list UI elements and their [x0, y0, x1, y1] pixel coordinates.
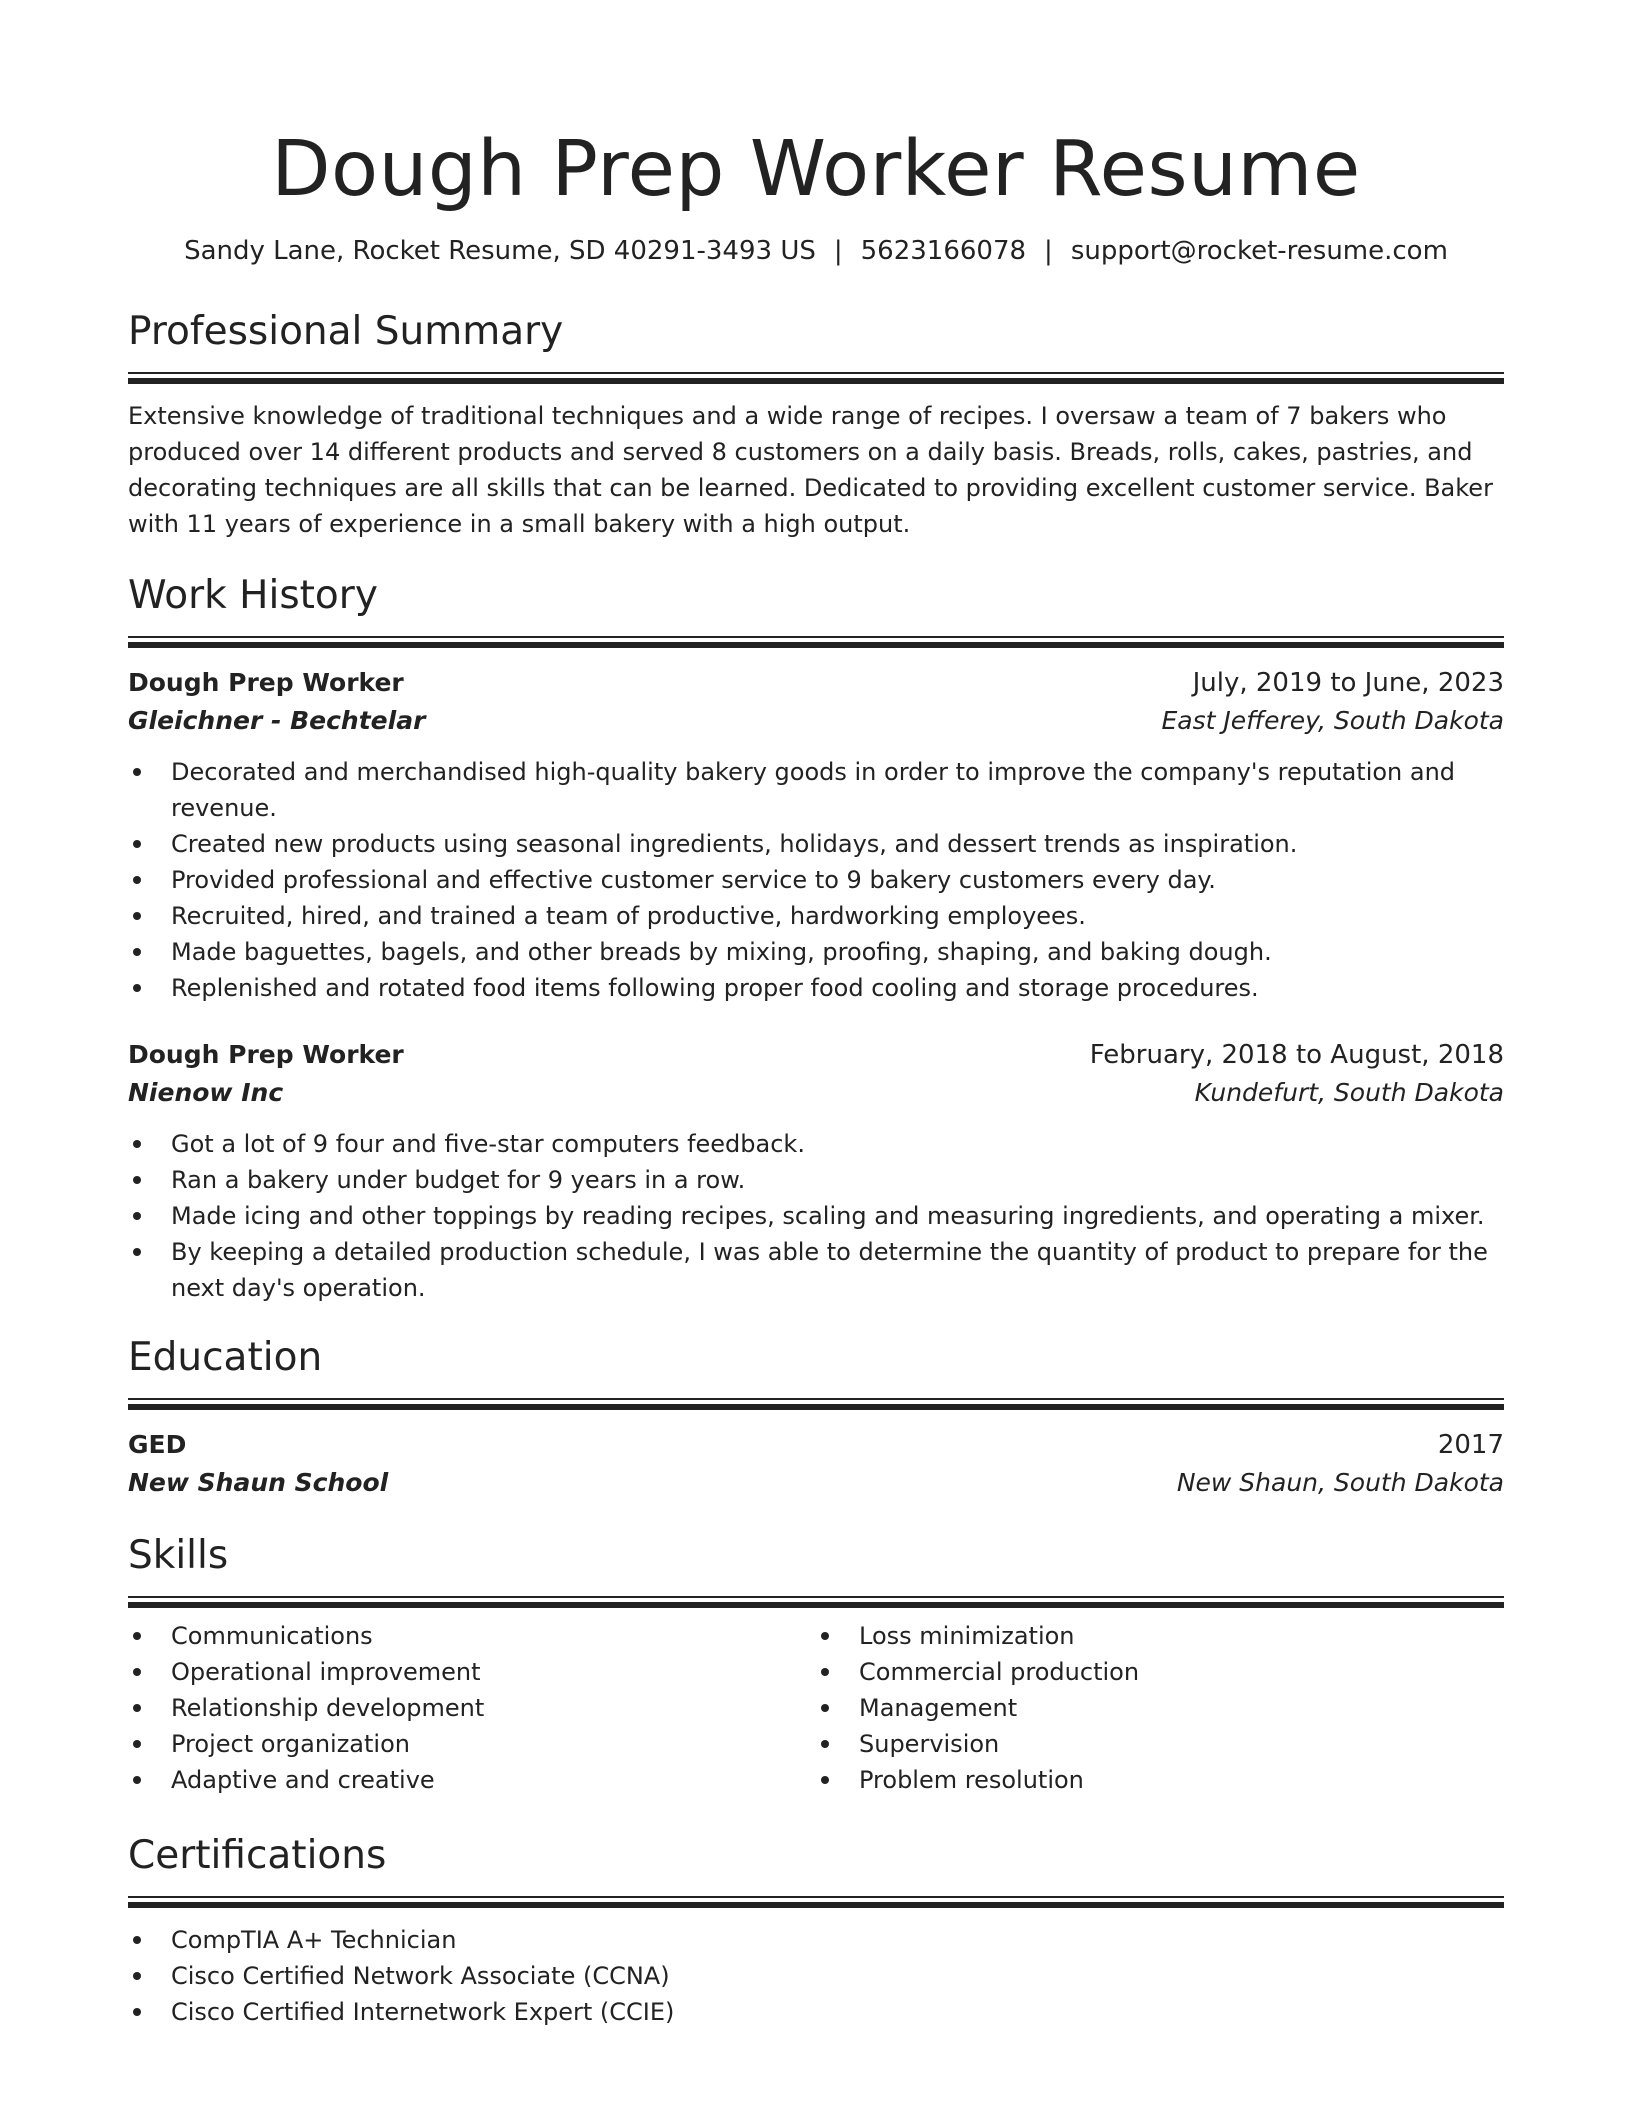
contact-phone: 5623166078 [860, 236, 1027, 266]
job-bullet: Ran a bakery under budget for 9 years in a row. [171, 1162, 1504, 1198]
skills-grid [128, 1618, 1504, 1798]
summary-heading: Professional Summary [128, 309, 564, 354]
education-school: New Shaun School [128, 1468, 389, 1497]
skill-item: Supervision [859, 1726, 1504, 1762]
contact-line [128, 234, 1504, 268]
education-degree: GED [128, 1430, 187, 1459]
work-history-heading: Work History [128, 573, 378, 618]
job-bullets [128, 1126, 1504, 1306]
skills-left-column [128, 1618, 816, 1798]
skill-item: Adaptive and creative [171, 1762, 816, 1798]
job-location: East Jefferey, South Dakota [1161, 706, 1504, 735]
contact-separator: | [833, 236, 843, 266]
job-title: Dough Prep Worker [128, 668, 404, 697]
job-dates: February, 2018 to August, 2018 [1089, 1040, 1504, 1070]
skill-item: Management [859, 1690, 1504, 1726]
education-location: New Shaun, South Dakota [1176, 1468, 1504, 1497]
certification-item: Cisco Certified Internetwork Expert (CCIE) [171, 1994, 1504, 2030]
job-company: Nienow Inc [128, 1078, 284, 1107]
education-header-row [128, 1426, 1504, 1464]
certification-item: CompTIA A+ Technician [171, 1922, 1504, 1958]
job-bullet: Recruited, hired, and trained a team of productive, hardworking employees. [171, 898, 1504, 934]
summary-section [128, 308, 1504, 542]
job-bullet: Got a lot of 9 four and five-star computers feedback. [171, 1126, 1504, 1162]
job-header-row [128, 1036, 1504, 1074]
job-dates: July, 2019 to June, 2023 [1192, 668, 1504, 698]
education-year: 2017 [1437, 1430, 1504, 1460]
job-bullets [128, 754, 1504, 1006]
job-bullet: Decorated and merchandised high-quality bakery goods in order to improve the company's reputation and revenue. [171, 754, 1504, 826]
education-school-row [128, 1464, 1504, 1502]
skill-item: Operational improvement [171, 1654, 816, 1690]
job-location: Kundefurt, South Dakota [1194, 1078, 1504, 1107]
contact-address: Sandy Lane, Rocket Resume, SD 40291-3493 US [184, 236, 816, 266]
skill-item: Relationship development [171, 1690, 816, 1726]
skills-section [128, 1532, 1504, 1798]
job-title: Dough Prep Worker [128, 1040, 404, 1069]
section-divider [128, 1896, 1504, 1908]
contact-email: support@rocket-resume.com [1070, 236, 1448, 266]
skill-item: Commercial production [859, 1654, 1504, 1690]
job-company-row [128, 1074, 1504, 1112]
contact-separator: | [1044, 236, 1053, 266]
job-bullet: Created new products using seasonal ingredients, holidays, and dessert trends as inspiration. [171, 826, 1504, 862]
job-company-row [128, 702, 1504, 740]
skill-item: Communications [171, 1618, 816, 1654]
job-entry [128, 664, 1504, 1006]
job-bullet: By keeping a detailed production schedule, I was able to determine the quantity of product to prepare for the next day's operation. [171, 1234, 1504, 1306]
job-bullet: Replenished and rotated food items following proper food cooling and storage procedures. [171, 970, 1504, 1006]
skill-item: Project organization [171, 1726, 816, 1762]
work-history-section [128, 572, 1504, 1306]
certifications-section [128, 1832, 1504, 2030]
job-header-row [128, 664, 1504, 702]
section-divider [128, 1596, 1504, 1608]
resume-title: Dough Prep Worker Resume [271, 125, 1361, 214]
section-divider [128, 372, 1504, 384]
certification-item: Cisco Certified Network Associate (CCNA) [171, 1958, 1504, 1994]
certifications-heading: Certifications [128, 1833, 387, 1878]
job-entry [128, 1036, 1504, 1306]
skill-item: Loss minimization [859, 1618, 1504, 1654]
section-divider [128, 1398, 1504, 1410]
certifications-list [128, 1922, 1504, 2030]
job-bullet: Provided professional and effective customer service to 9 bakery customers every day. [171, 862, 1504, 898]
job-company: Gleichner - Bechtelar [128, 706, 426, 735]
summary-text: Extensive knowledge of traditional techniques and a wide range of recipes. I oversaw a team of 7 bakers who produced over 14 different products and served 8 customers on a daily basis. Breads, rolls, cakes, pastries, and decorating techniques are all skills that can be learned. Dedicated to providing excellent customer service. Baker with 11 years of experience in a small bakery with a high output. [128, 402, 1493, 538]
section-divider [128, 636, 1504, 648]
skill-item: Problem resolution [859, 1762, 1504, 1798]
education-section [128, 1334, 1504, 1502]
job-bullet: Made baguettes, bagels, and other breads by mixing, proofing, shaping, and baking dough. [171, 934, 1504, 970]
skills-right-column [816, 1618, 1504, 1798]
job-bullet: Made icing and other toppings by reading recipes, scaling and measuring ingredients, and operating a mixer. [171, 1198, 1504, 1234]
education-heading: Education [128, 1335, 323, 1380]
education-entry [128, 1426, 1504, 1502]
skills-heading: Skills [128, 1533, 229, 1578]
